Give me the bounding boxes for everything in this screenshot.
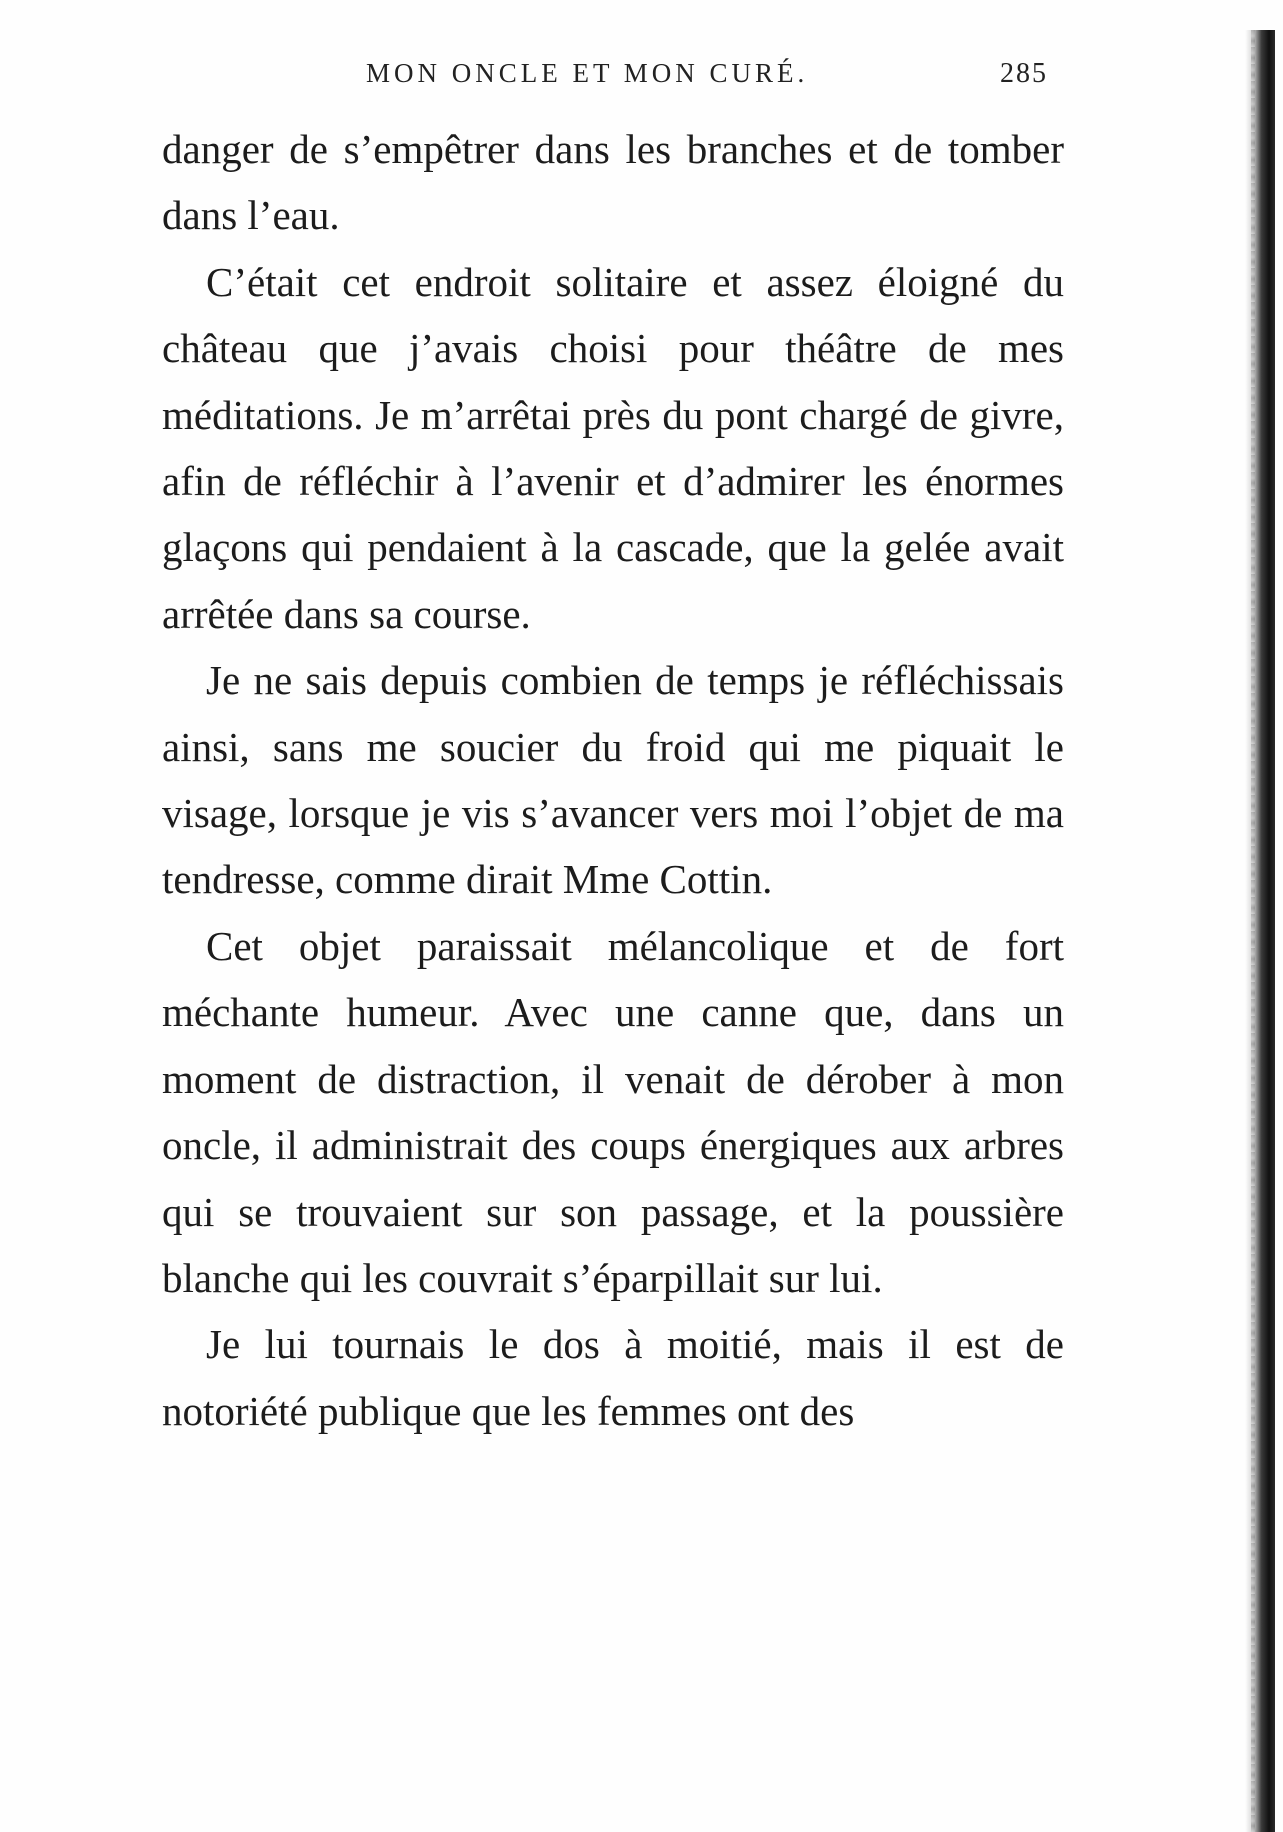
paragraph: Je ne sais depuis combien de temps je réfléchissais ainsi, sans me soucier du froid qui me piquait le visage, lorsque je vis s’avancer vers moi l’objet de ma tendresse, comme dirait Mme Cottin. [162,657,1064,903]
paragraph: C’était cet endroit solitaire et assez éloigné du château que j’avais choisi pour théâtre de mes méditations. Je m’arrêtai près du pont chargé de givre, afin de réfléchir à l’avenir et d’admirer les énormes glaçons qui pendaient à la cascade, que la gelée avait arrêtée dans sa course. [162,258,1064,637]
paragraph-continuation: danger de s’empêtrer dans les branches et de tomber dans l’eau. [162,126,1064,239]
page-number: 285 [1000,58,1048,89]
page-body-text [162,116,1064,1444]
running-title: MON ONCLE ET MON CURÉ. [366,58,809,88]
paragraph: Cet objet paraissait mélancolique et de fort méchante humeur. Avec une canne que, dans un moment de distraction, il venait de dérober à mon oncle, il administrait des coups énergiques aux arbres qui se trouvaient sur son passage, et la poussière blanche qui les couvrait s’éparpillait sur lui. [162,922,1064,1301]
page-binding-edge [1245,30,1275,1832]
paragraph: Je lui tournais le dos à moitié, mais il est de notoriété publique que les femmes ont des [162,1321,1064,1434]
